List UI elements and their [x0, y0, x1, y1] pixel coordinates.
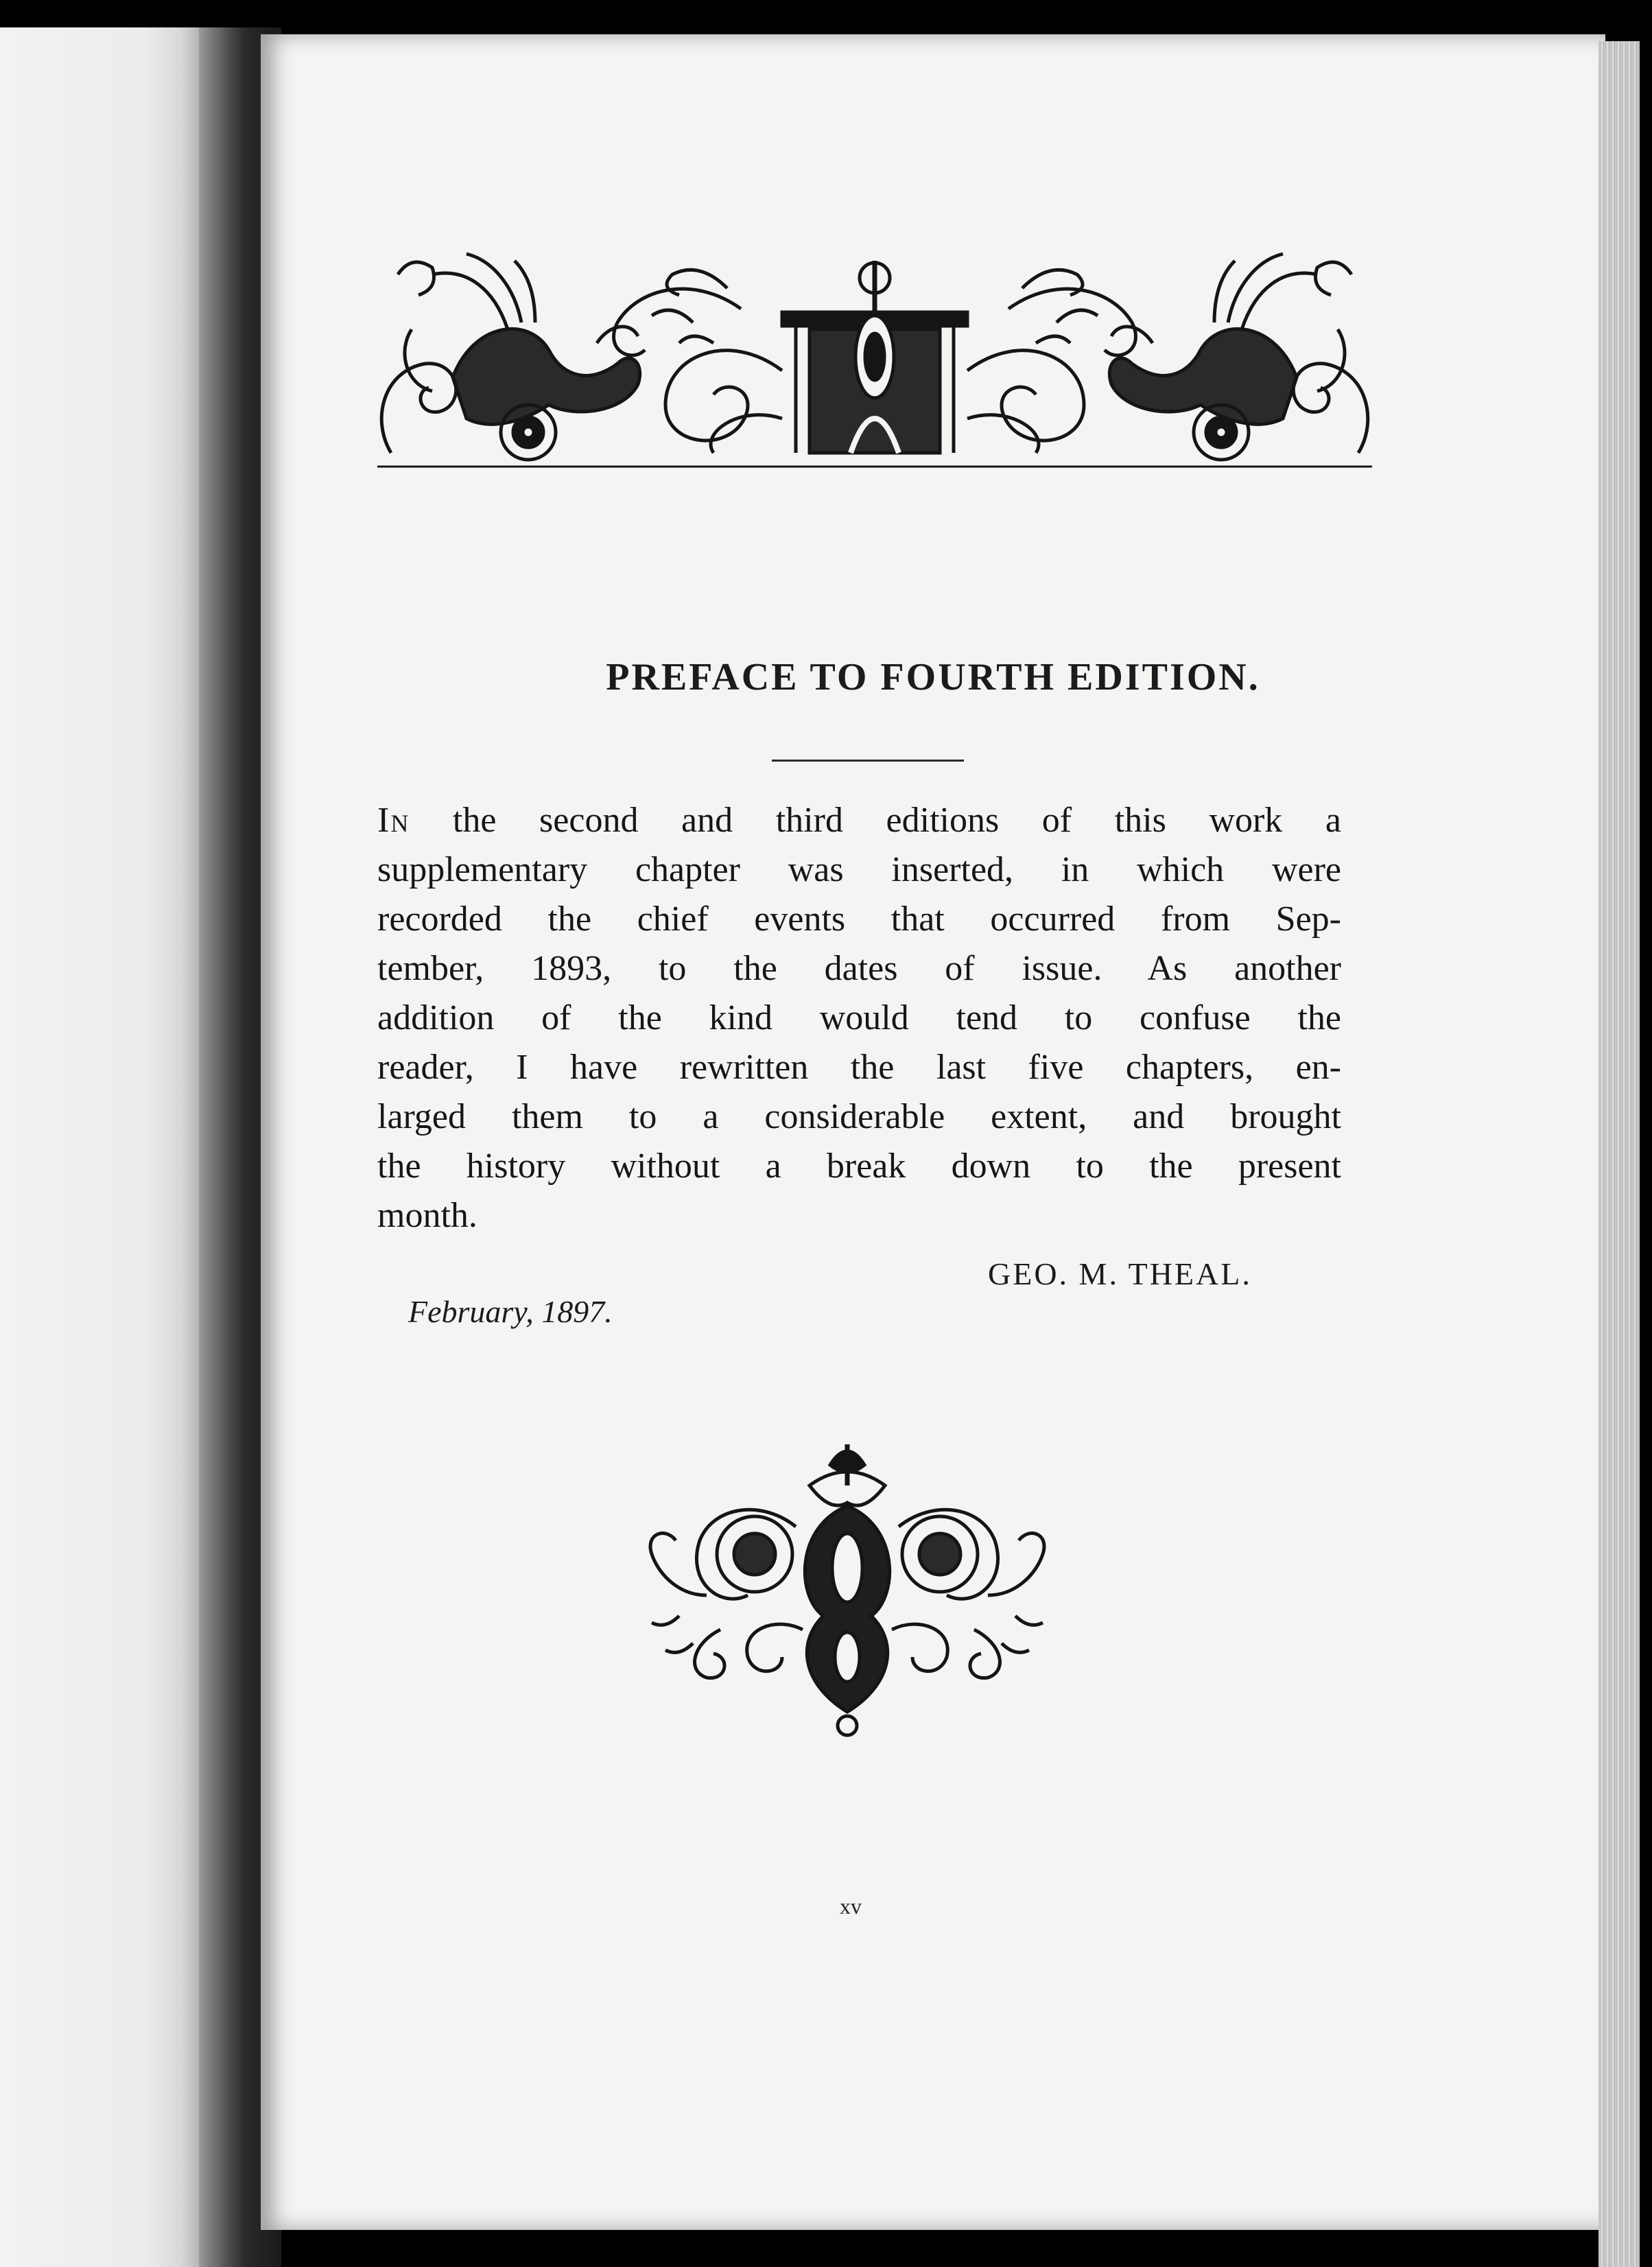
paragraph-line: month.	[377, 1196, 477, 1235]
paragraph-line: larged them to a considerable extent, and brought	[377, 1097, 1341, 1136]
paragraph-line: tember, 1893, to the dates of issue. As another	[377, 949, 1341, 988]
drop-lead: In	[377, 801, 410, 840]
facing-page	[0, 27, 206, 2267]
page-edges	[1598, 41, 1640, 2267]
paragraph-line: addition of the kind would tend to confuse the	[377, 998, 1341, 1037]
page-title: PREFACE TO FOURTH EDITION.	[606, 656, 1260, 698]
title-rule	[772, 760, 964, 762]
author-signature: GEO. M. THEAL.	[988, 1256, 1252, 1291]
paragraph-line: supplementary chapter was inserted, in which were	[377, 850, 1341, 889]
paragraph-line: recorded the chief events that occurred from Sep-	[377, 900, 1341, 939]
preface-paragraph	[377, 796, 1341, 1241]
paragraph-line: reader, I have rewritten the last five chapters, en-	[377, 1048, 1341, 1087]
paragraph-line-text: the second and third editions of this work a	[410, 801, 1341, 840]
paragraph-line	[377, 796, 1341, 845]
tailpiece-ornament-icon	[638, 1437, 1057, 1739]
preface-date: February, 1897.	[408, 1294, 613, 1329]
headpiece-ornament-icon	[370, 247, 1379, 480]
paragraph-line: the history without a break down to the present	[377, 1147, 1341, 1186]
page-number: xv	[840, 1894, 862, 1918]
